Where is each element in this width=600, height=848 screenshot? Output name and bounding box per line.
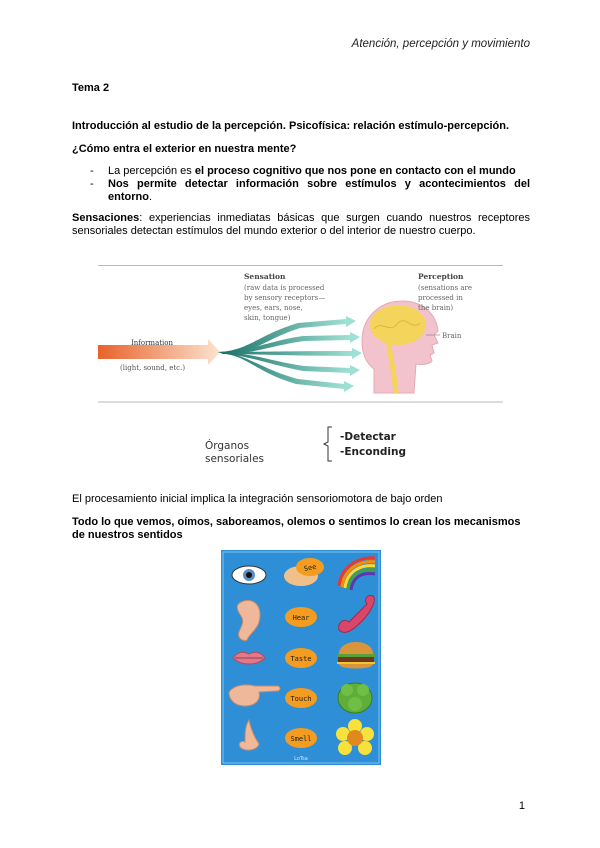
sensaciones-term: Sensaciones <box>72 212 140 224</box>
perception-title: Perception <box>418 272 464 281</box>
bullet-text: La percepción es <box>108 165 195 177</box>
sense-label-see: See <box>303 562 318 574</box>
organos-functions <box>340 430 406 460</box>
sensation-line: skin, tongue) <box>244 314 291 322</box>
topic-label: Tema 2 <box>72 82 110 94</box>
perception-line: (sensations are <box>418 284 472 292</box>
brain-label: Brain <box>442 332 462 340</box>
list-item <box>90 178 530 204</box>
receptor-arrowhead <box>352 348 362 359</box>
bullet-bold-text: Nos permite detectar información sobre estímulos y acontecimientos del entorno <box>108 178 530 203</box>
perception-line: the brain) <box>418 304 454 312</box>
perception-line: processed in <box>418 294 463 302</box>
bullet-dash: - <box>90 178 94 190</box>
head-profile <box>362 301 438 393</box>
perception-diagram <box>98 265 503 403</box>
sense-label-touch: Touch <box>290 695 312 703</box>
eye-icon <box>232 566 266 584</box>
sensaciones-paragraph <box>72 212 530 238</box>
chart-footer: LoTsa <box>294 756 308 762</box>
sensory-receptor-fan <box>218 316 362 392</box>
function-enconding: -Enconding <box>340 446 407 458</box>
sensation-title: Sensation <box>244 272 286 281</box>
organos-line-1: Órganos <box>205 440 250 452</box>
todo-paragraph: Todo lo que vemos, oímos, saboreamos, olemos o sentimos lo crean los mecanismos de nuestros sentidos <box>72 516 521 541</box>
sensaciones-definition: : experiencias inmediatas básicas que surgen cuando nuestros receptores sensoriales detectan estímulos del mundo exterior o del interior de nuestro cuerpo. <box>72 212 530 237</box>
sense-label-smell: Smell <box>290 735 312 743</box>
sense-label-hear: Hear <box>292 614 310 622</box>
receptor-arrowhead <box>346 316 356 327</box>
information-title: Information <box>131 339 174 347</box>
receptor-arrowhead <box>350 332 360 343</box>
sensation-line: (raw data is processed <box>244 284 325 292</box>
function-detectar: -Detectar <box>340 431 396 443</box>
bullet-dash: - <box>90 165 94 177</box>
bullet-list <box>90 165 530 204</box>
information-subtitle: (light, sound, etc.) <box>120 364 186 372</box>
sensation-line: by sensory receptors— <box>244 294 326 302</box>
list-item <box>90 165 530 178</box>
procesamiento-paragraph: El procesamiento inicial implica la integración sensoriomotora de bajo orden <box>72 493 443 505</box>
organos-sensoriales-label <box>205 440 264 466</box>
organos-line-2: sensoriales <box>205 453 264 465</box>
section-title: Introducción al estudio de la percepción. Psicofísica: relación estímulo-percepción. <box>72 120 510 132</box>
receptor-arrowhead <box>350 365 360 376</box>
question-heading: ¿Cómo entra el exterior en nuestra mente? <box>72 143 297 155</box>
receptor-arrowhead <box>344 381 354 392</box>
sensation-line: eyes, ears, nose, <box>244 304 303 312</box>
running-header: Atención, percepción y movimiento <box>351 38 530 50</box>
bullet-bold-text: el proceso cognitivo que nos pone en contacto con el mundo <box>194 165 516 177</box>
senses-chart <box>221 550 381 765</box>
bracket-icon <box>322 426 334 462</box>
page-number: 1 <box>518 800 525 812</box>
sense-label-taste: Taste <box>290 655 312 663</box>
bullet-suffix: . <box>148 191 153 203</box>
cactus-icon <box>338 683 372 713</box>
